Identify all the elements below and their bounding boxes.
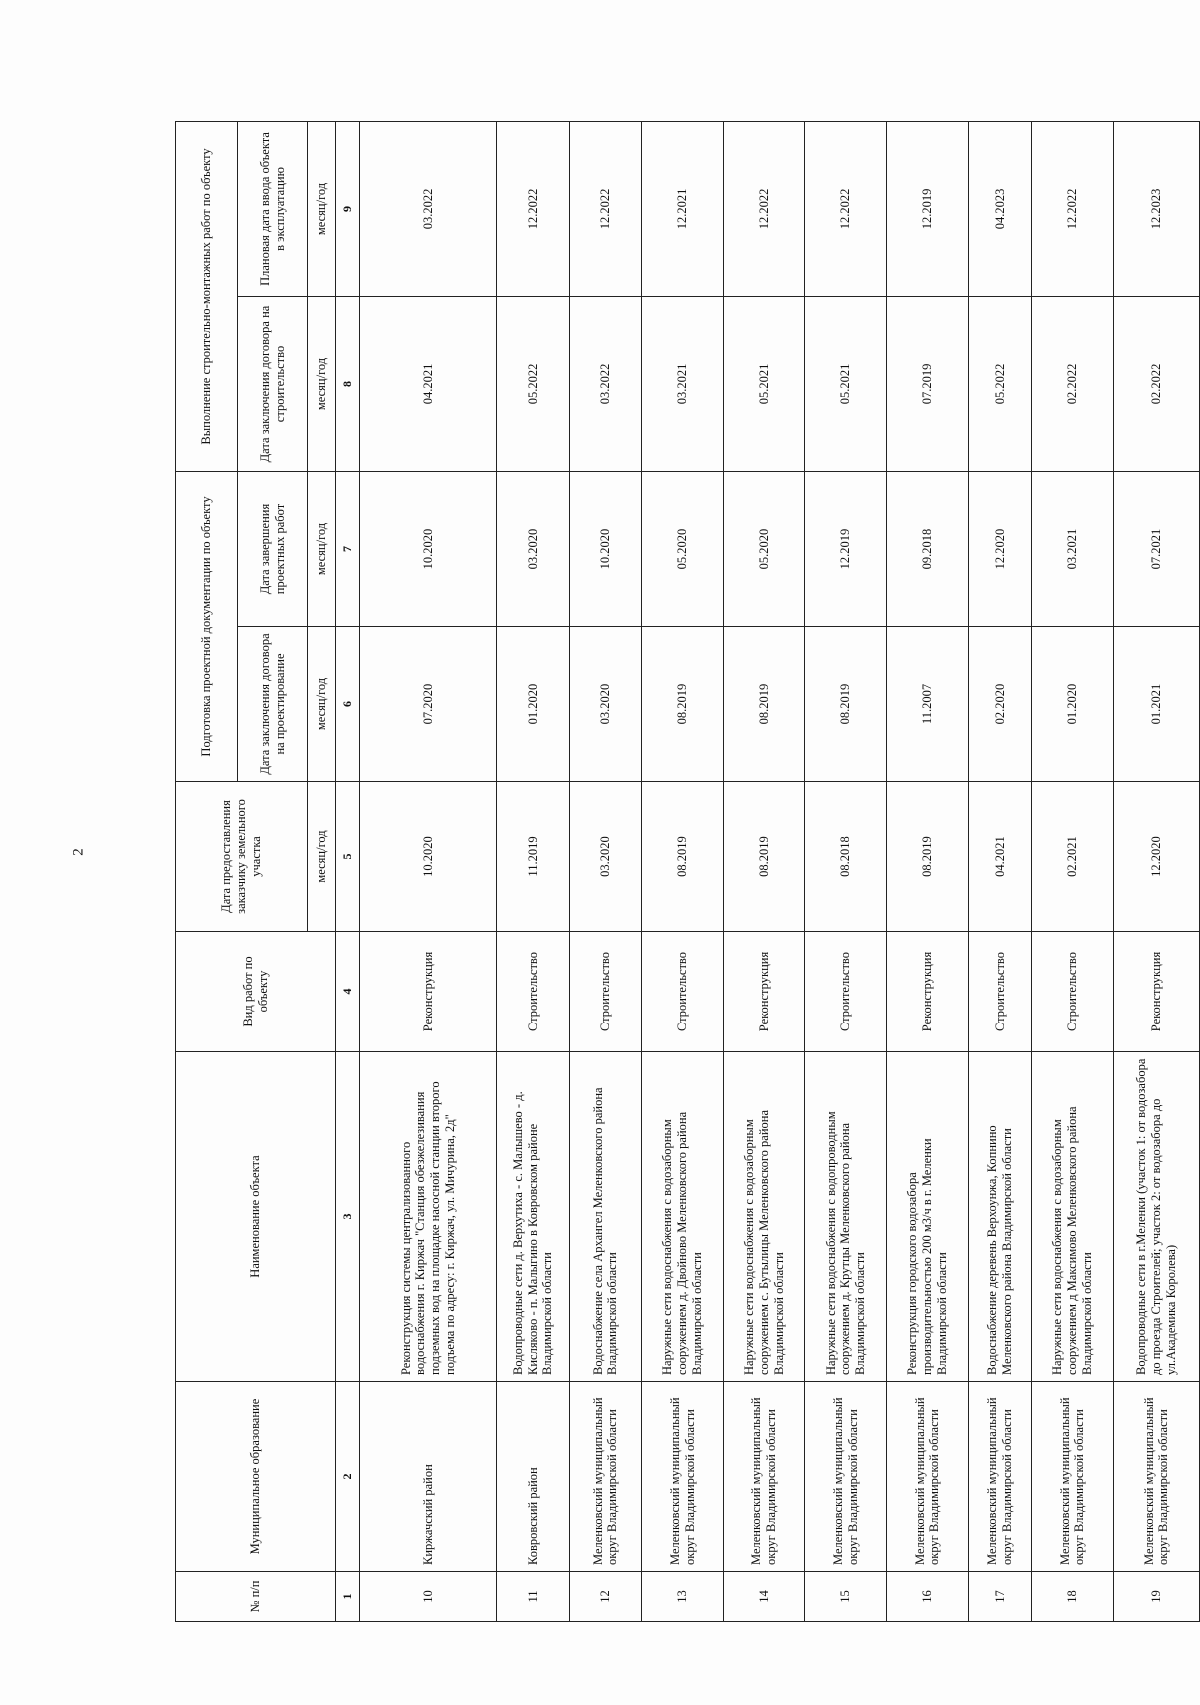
design-finish-cell: 03.2021 (1032, 471, 1114, 626)
commissioning-cell: 12.2019 (887, 121, 969, 296)
object-name-cell: Водопроводные сети д. Верхутиха - с. Малышево - д. Кисляково - п. Малыгино в Ковровском районе Владимирской области (497, 1052, 570, 1382)
header-design-group: Подготовка проектной документации по объекту (176, 471, 238, 781)
unit-label: месяц/год (308, 782, 336, 932)
commissioning-cell: 12.2022 (1032, 121, 1114, 296)
object-name-cell: Водопроводные сети в г.Меленки (участок 1: от водозабора до проезда Строителей; участок 2: от водозабора до ул.Академика Королева) (1113, 1052, 1199, 1382)
header-design-contract: Дата заключения договора на проектирование (238, 627, 308, 782)
construction-contract-cell: 03.2021 (642, 296, 724, 471)
column-index: 7 (336, 471, 360, 626)
object-name-cell: Реконструкция системы централизованного водоснабжения г. Киржач "Станция обезжелезивания подземных вод на площадке насосной станции второго подъема по адресу: г. Киржач, ул. Мичурина, 2д" (360, 1052, 497, 1382)
rotated-table-container (175, 122, 1200, 1622)
work-type-cell: Строительство (642, 932, 724, 1052)
work-type-cell: Строительство (805, 932, 887, 1052)
land-date-cell: 12.2020 (1113, 782, 1199, 932)
construction-contract-cell: 05.2021 (723, 296, 805, 471)
column-index: 4 (336, 932, 360, 1052)
municipality-cell: Меленковский муниципальный округ Владимирской области (569, 1382, 642, 1572)
construction-contract-cell: 04.2021 (360, 296, 497, 471)
unit-label: месяц/год (308, 627, 336, 782)
row-number: 18 (1032, 1572, 1114, 1622)
object-name-cell: Водоснабжение деревень Верхоунжа, Копнино Меленковского района Владимирской области (968, 1052, 1031, 1382)
design-contract-cell: 08.2019 (805, 627, 887, 782)
column-index: 1 (336, 1572, 360, 1622)
objects-table (175, 121, 1200, 1622)
column-index: 2 (336, 1382, 360, 1572)
header-construction-group: Выполнение строительно-монтажных работ по объекту (176, 121, 238, 471)
row-number: 10 (360, 1572, 497, 1622)
object-name-cell: Наружные сети водоснабжения с водозаборным сооружением д Максимово Меленковского района Владимирской области (1032, 1052, 1114, 1382)
column-index: 6 (336, 627, 360, 782)
table-row (642, 121, 724, 1621)
unit-label: месяц/год (308, 121, 336, 296)
work-type-cell: Реконструкция (887, 932, 969, 1052)
municipality-cell: Меленковский муниципальный округ Владимирской области (968, 1382, 1031, 1572)
row-number: 19 (1113, 1572, 1199, 1622)
design-finish-cell: 12.2020 (968, 471, 1031, 626)
row-number: 15 (805, 1572, 887, 1622)
header-municipality: Муниципальное образование (176, 1382, 336, 1572)
table-row (497, 121, 570, 1621)
unit-label: месяц/год (308, 471, 336, 626)
land-date-cell: 08.2018 (805, 782, 887, 932)
municipality-cell: Ковровский район (497, 1382, 570, 1572)
construction-contract-cell: 03.2022 (569, 296, 642, 471)
land-date-cell: 11.2019 (497, 782, 570, 932)
design-contract-cell: 01.2020 (497, 627, 570, 782)
design-finish-cell: 07.2021 (1113, 471, 1199, 626)
table-body (360, 121, 1200, 1621)
design-contract-cell: 08.2019 (642, 627, 724, 782)
municipality-cell: Меленковский муниципальный округ Владимирской области (887, 1382, 969, 1572)
design-finish-cell: 10.2020 (569, 471, 642, 626)
design-contract-cell: 07.2020 (360, 627, 497, 782)
table-row (569, 121, 642, 1621)
object-name-cell: Наружные сети водоснабжения с водозаборным сооружением д. Двойново Меленковского района Владимирской области (642, 1052, 724, 1382)
commissioning-cell: 12.2023 (1113, 121, 1199, 296)
row-number: 14 (723, 1572, 805, 1622)
construction-contract-cell: 05.2022 (968, 296, 1031, 471)
table-row (1113, 121, 1199, 1621)
row-number: 11 (497, 1572, 570, 1622)
commissioning-cell: 03.2022 (360, 121, 497, 296)
design-finish-cell: 12.2019 (805, 471, 887, 626)
land-date-cell: 10.2020 (360, 782, 497, 932)
object-name-cell: Водоснабжение села Архангел Меленковского района Владимирской области (569, 1052, 642, 1382)
column-index: 5 (336, 782, 360, 932)
header-num: № п/п (176, 1572, 336, 1622)
work-type-cell: Строительство (569, 932, 642, 1052)
design-contract-cell: 02.2020 (968, 627, 1031, 782)
table-row (723, 121, 805, 1621)
municipality-cell: Меленковский муниципальный округ Владимирской области (1113, 1382, 1199, 1572)
design-contract-cell: 01.2021 (1113, 627, 1199, 782)
work-type-cell: Строительство (497, 932, 570, 1052)
design-contract-cell: 01.2020 (1032, 627, 1114, 782)
design-finish-cell: 05.2020 (723, 471, 805, 626)
land-date-cell: 02.2021 (1032, 782, 1114, 932)
header-construction-contract: Дата заключения договора на строительство (238, 296, 308, 471)
design-contract-cell: 08.2019 (723, 627, 805, 782)
table-row (968, 121, 1031, 1621)
design-finish-cell: 03.2020 (497, 471, 570, 626)
commissioning-cell: 12.2022 (805, 121, 887, 296)
table-row (887, 121, 969, 1621)
work-type-cell: Строительство (968, 932, 1031, 1052)
commissioning-cell: 12.2022 (723, 121, 805, 296)
municipality-cell: Меленковский муниципальный округ Владимирской области (723, 1382, 805, 1572)
table-row (360, 121, 497, 1621)
page-number: 2 (70, 848, 87, 856)
land-date-cell: 08.2019 (723, 782, 805, 932)
design-finish-cell: 05.2020 (642, 471, 724, 626)
header-object-name: Наименование объекта (176, 1052, 336, 1382)
column-index: 3 (336, 1052, 360, 1382)
construction-contract-cell: 07.2019 (887, 296, 969, 471)
municipality-cell: Меленковский муниципальный округ Владимирской области (805, 1382, 887, 1572)
work-type-cell: Реконструкция (723, 932, 805, 1052)
unit-label: месяц/год (308, 296, 336, 471)
construction-contract-cell: 05.2022 (497, 296, 570, 471)
work-type-cell: Реконструкция (1113, 932, 1199, 1052)
column-index: 8 (336, 296, 360, 471)
work-type-cell: Реконструкция (360, 932, 497, 1052)
header-land-date: Дата предоставления заказчику земельного участка (176, 782, 308, 932)
row-number: 17 (968, 1572, 1031, 1622)
header-commissioning: Плановая дата ввода объекта в эксплуатацию (238, 121, 308, 296)
commissioning-cell: 12.2022 (497, 121, 570, 296)
design-finish-cell: 10.2020 (360, 471, 497, 626)
row-number: 12 (569, 1572, 642, 1622)
design-finish-cell: 09.2018 (887, 471, 969, 626)
row-number: 13 (642, 1572, 724, 1622)
construction-contract-cell: 05.2021 (805, 296, 887, 471)
header-work-type: Вид работ по объекту (176, 932, 336, 1052)
table-row (805, 121, 887, 1621)
work-type-cell: Строительство (1032, 932, 1114, 1052)
commissioning-cell: 12.2022 (569, 121, 642, 296)
municipality-cell: Киржачский район (360, 1382, 497, 1572)
object-name-cell: Наружные сети водоснабжения с водозаборным сооружением с. Бутылицы Меленковского района Владимирской области (723, 1052, 805, 1382)
design-contract-cell: 11.2007 (887, 627, 969, 782)
commissioning-cell: 04.2023 (968, 121, 1031, 296)
construction-contract-cell: 02.2022 (1032, 296, 1114, 471)
municipality-cell: Меленковский муниципальный округ Владимирской области (642, 1382, 724, 1572)
design-contract-cell: 03.2020 (569, 627, 642, 782)
land-date-cell: 08.2019 (887, 782, 969, 932)
construction-contract-cell: 02.2022 (1113, 296, 1199, 471)
municipality-cell: Меленковский муниципальный округ Владимирской области (1032, 1382, 1114, 1572)
object-name-cell: Наружные сети водоснабжения с водопроводным сооружением д. Крутцы Меленковского района Владимирской области (805, 1052, 887, 1382)
table-row (1032, 121, 1114, 1621)
row-number: 16 (887, 1572, 969, 1622)
land-date-cell: 08.2019 (642, 782, 724, 932)
header-design-finish: Дата завершения проектных работ (238, 471, 308, 626)
column-index: 9 (336, 121, 360, 296)
object-name-cell: Реконструкция городского водозабора производительностью 200 м3/ч в г. Меленки Владимирской области (887, 1052, 969, 1382)
land-date-cell: 03.2020 (569, 782, 642, 932)
commissioning-cell: 12.2021 (642, 121, 724, 296)
land-date-cell: 04.2021 (968, 782, 1031, 932)
